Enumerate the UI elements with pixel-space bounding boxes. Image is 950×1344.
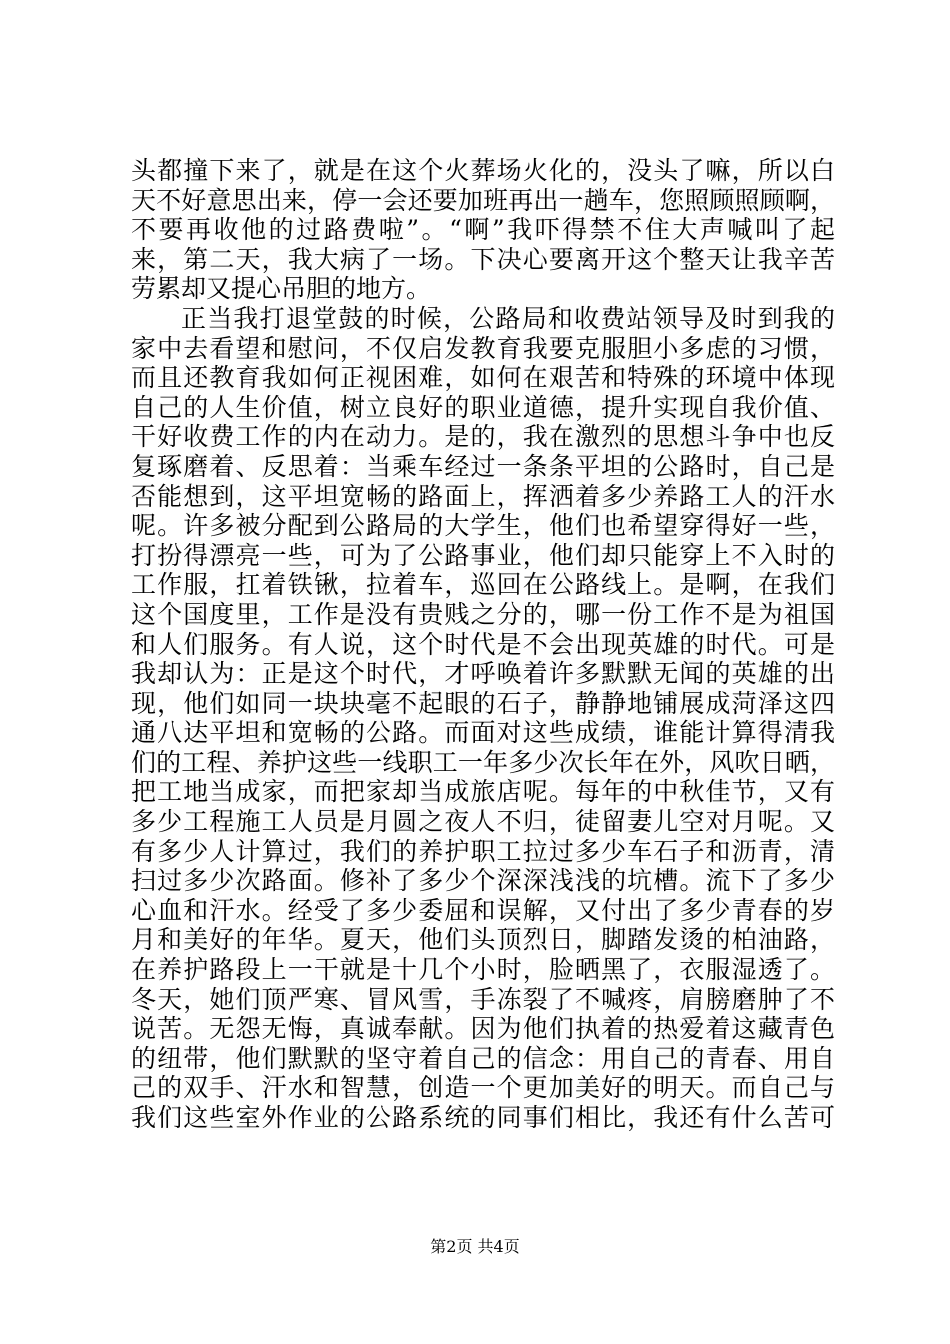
text-line: 和人们服务。有人说，这个时代是不会出现英雄的时代。可是	[131, 629, 835, 659]
text-line: 月和美好的年华。夏天，他们头顶烈日，脚踏发烫的柏油路，	[131, 925, 835, 955]
text-line: 头都撞下来了，就是在这个火葬场火化的，没头了嘛，所以白	[131, 156, 835, 185]
text-line: 而且还教育我如何正视困难，如何在艰苦和特殊的环境中体现	[131, 363, 835, 393]
text-line: 把工地当成家，而把家却当成旅店呢。每年的中秋佳节，又有	[131, 777, 835, 807]
text-line: 我们这些室外作业的公路系统的同事们相比，我还有什么苦可	[131, 1103, 835, 1132]
text-line: 有多少人计算过，我们的养护职工拉过多少车石子和沥青，清	[131, 836, 835, 866]
text-line: 复琢磨着、反思着：当乘车经过一条条平坦的公路时，自己是	[131, 451, 835, 481]
text-line: 工作服，扛着铁锹，拉着车，巡回在公路线上。是啊，在我们	[131, 570, 835, 600]
text-line: 的纽带，他们默默的坚守着自己的信念：用自己的青春、用自	[131, 1043, 835, 1073]
text-line: 劳累却又提心吊胆的地方。	[131, 274, 432, 304]
text-line: 说苦。无怨无悔，真诚奉献。因为他们执着的热爱着这藏青色	[131, 1014, 835, 1044]
text-line: 通八达平坦和宽畅的公路。而面对这些成绩，谁能计算得清我	[131, 718, 835, 748]
paragraph-first-line: 正当我打退堂鼓的时候，公路局和收费站领导及时到我的	[181, 303, 835, 333]
text-line: 这个国度里，工作是没有贵贱之分的，哪一份工作不是为祖国	[131, 599, 835, 629]
text-line: 多少工程施工人员是月圆之夜人不归，徒留妻儿空对月呢。又	[131, 807, 835, 837]
page-number-footer: 第2页 共4页	[430, 1237, 520, 1256]
text-line: 我却认为：正是这个时代，才呼唤着许多默默无闻的英雄的出	[131, 659, 835, 689]
text-line: 来，第二天，我大病了一场。下决心要离开这个整天让我辛苦	[131, 244, 835, 274]
text-line: 心血和汗水。经受了多少委屈和误解，又付出了多少青春的岁	[131, 895, 835, 925]
text-line: 在养护路段上一干就是十几个小时，脸晒黑了，衣服湿透了。	[131, 955, 835, 985]
text-line: 冬天，她们顶严寒、冒风雪，手冻裂了不喊疼，肩膀磨肿了不	[131, 984, 835, 1014]
text-line: 不要再收他的过路费啦”。“啊”我吓得禁不住大声喊叫了起	[131, 215, 835, 245]
text-line: 家中去看望和慰问，不仅启发教育我要克服胆小多虑的习惯，	[131, 333, 835, 363]
text-line: 天不好意思出来，停一会还要加班再出一趟车，您照顾照顾啊，	[131, 185, 835, 215]
text-line: 扫过多少次路面。修补了多少个深深浅浅的坑槽。流下了多少	[131, 866, 835, 896]
text-line: 现，他们如同一块块毫不起眼的石子，静静地铺展成菏泽这四	[131, 688, 835, 718]
body-text	[131, 156, 835, 1133]
text-line: 打扮得漂亮一些，可为了公路事业，他们却只能穿上不入时的	[131, 540, 835, 570]
text-line: 自己的人生价值，树立良好的职业道德，提升实现自我价值、	[131, 392, 835, 422]
text-line: 们的工程、养护这些一线职工一年多少次长年在外，风吹日晒，	[131, 747, 835, 777]
text-line: 呢。许多被分配到公路局的大学生，他们也希望穿得好一些，	[131, 511, 835, 541]
text-line: 己的双手、汗水和智慧，创造一个更加美好的明天。而自己与	[131, 1073, 835, 1103]
text-line: 干好收费工作的内在动力。是的，我在激烈的思想斗争中也反	[131, 422, 835, 452]
text-line: 否能想到，这平坦宽畅的路面上，挥洒着多少养路工人的汗水	[131, 481, 835, 511]
